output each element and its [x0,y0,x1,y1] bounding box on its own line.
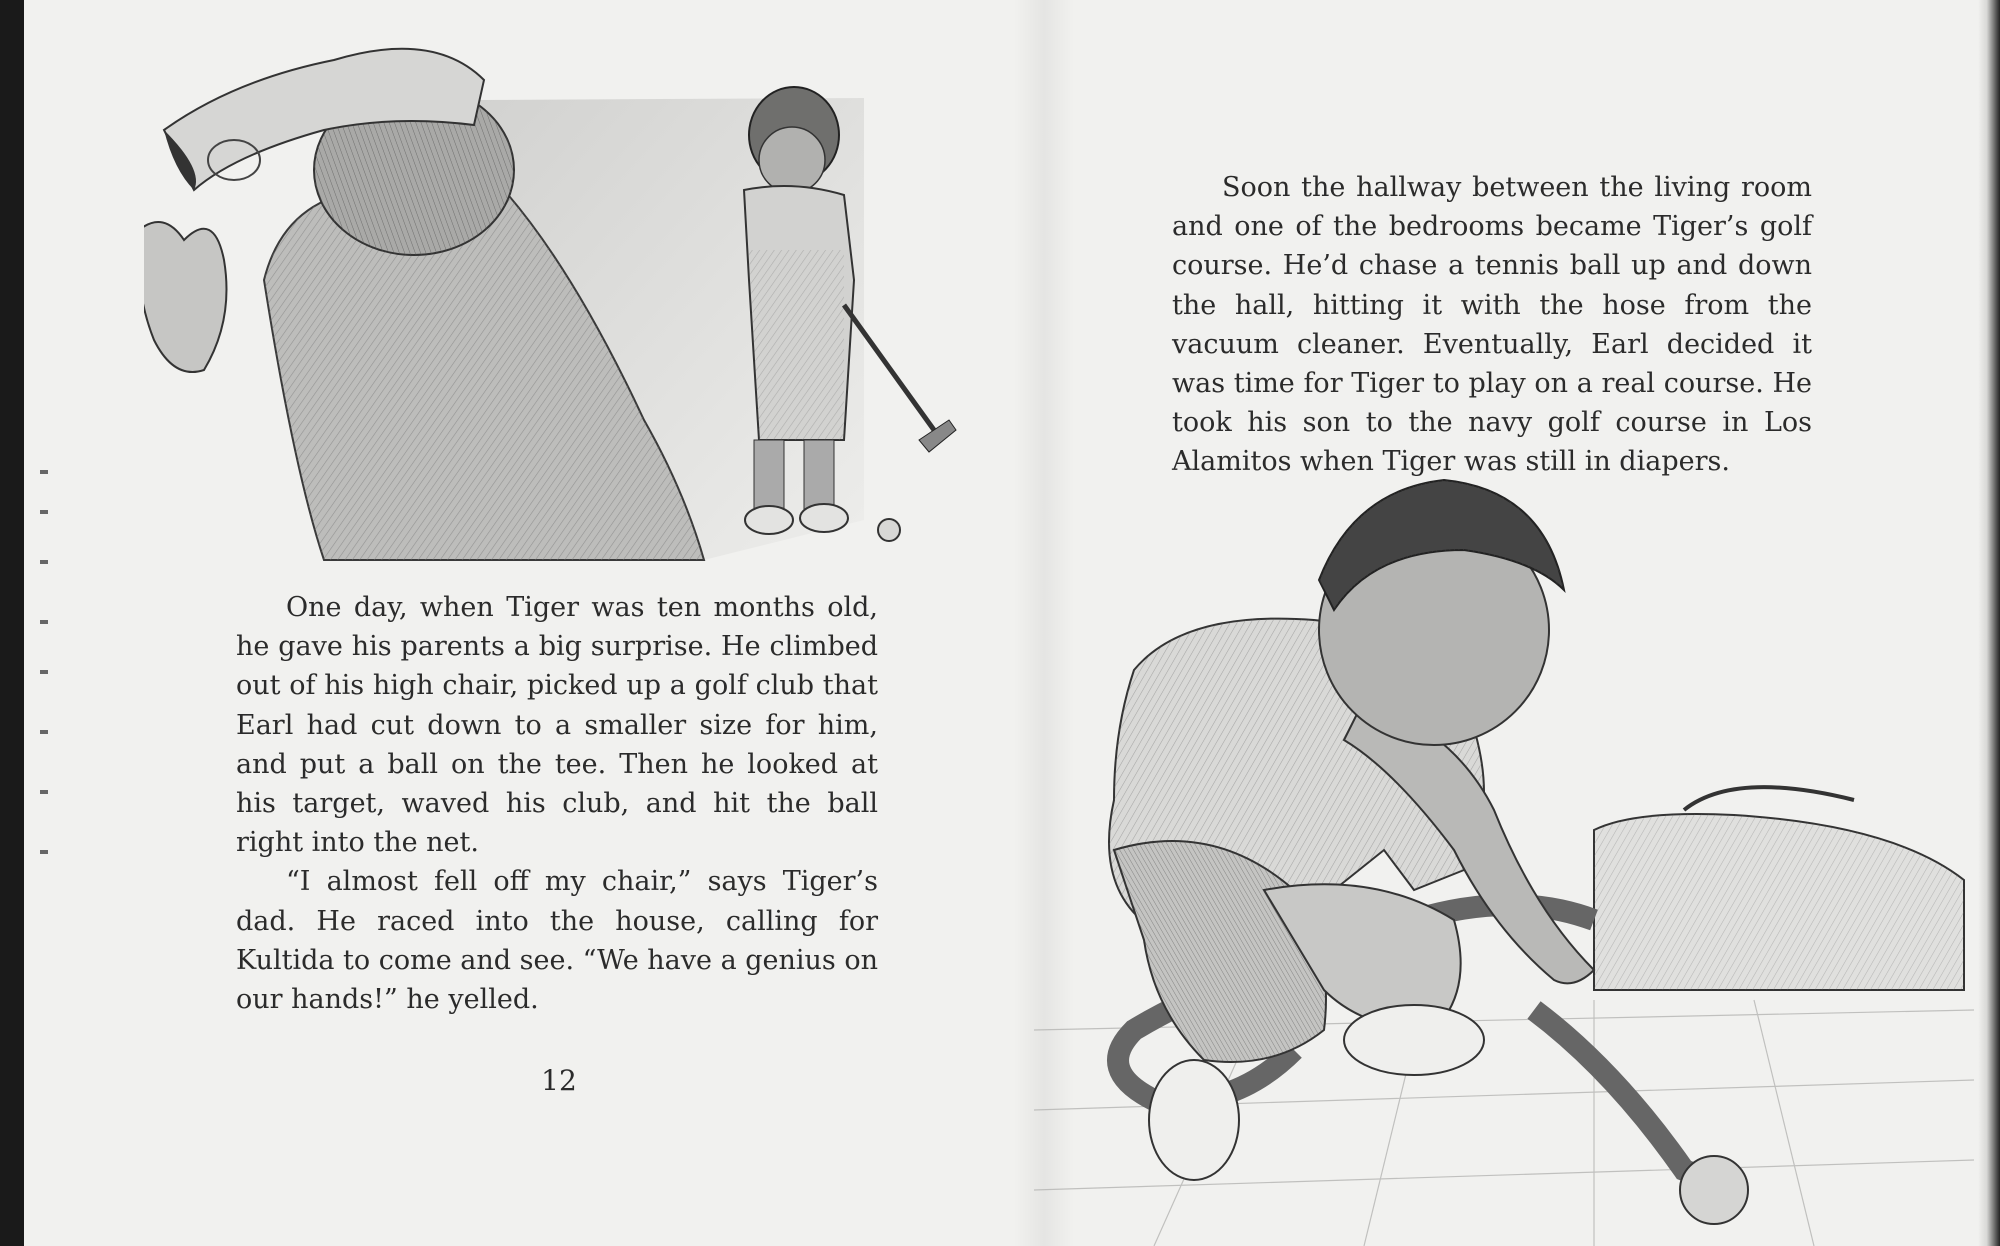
right-paragraph-1: Soon the hallway between the living room and one of the bedrooms became Tiger’s golf course. He’d chase a tennis ball up and down the hall, hitting it with the hose from the vacuum cleaner. Eventually, Earl decided it was time for Tiger to play on a real course. He took his son to the navy golf course in Los Alamitos when Tiger was still in diapers. [1172,172,1812,478]
left-page-text [236,588,878,1019]
book-spread [24,0,2000,1246]
right-page-text [1172,168,1812,482]
illustration-boy-with-vacuum-hose-icon [1034,470,1974,1246]
left-paragraph-1: One day, when Tiger was ten months old, he gave his parents a big surprise. He climbed out of his high chair, picked up a golf club that Earl had cut down to a smaller size for him, and put a ball on the tee. Then he looked at his target, waved his club, and hit the ball right into the net. [236,592,878,859]
illustration-father-and-toddler-golfer-icon [144,20,964,580]
page-right-edge [1978,0,2000,1246]
page-number: 12 [541,1064,577,1097]
left-paragraph-2: “I almost fell off my chair,” says Tiger’s dad. He raced into the house, calling for Kultida to come and see. “We have a genius on our hands!” he yelled. [236,866,879,1016]
page-edge-marks [38,470,52,900]
